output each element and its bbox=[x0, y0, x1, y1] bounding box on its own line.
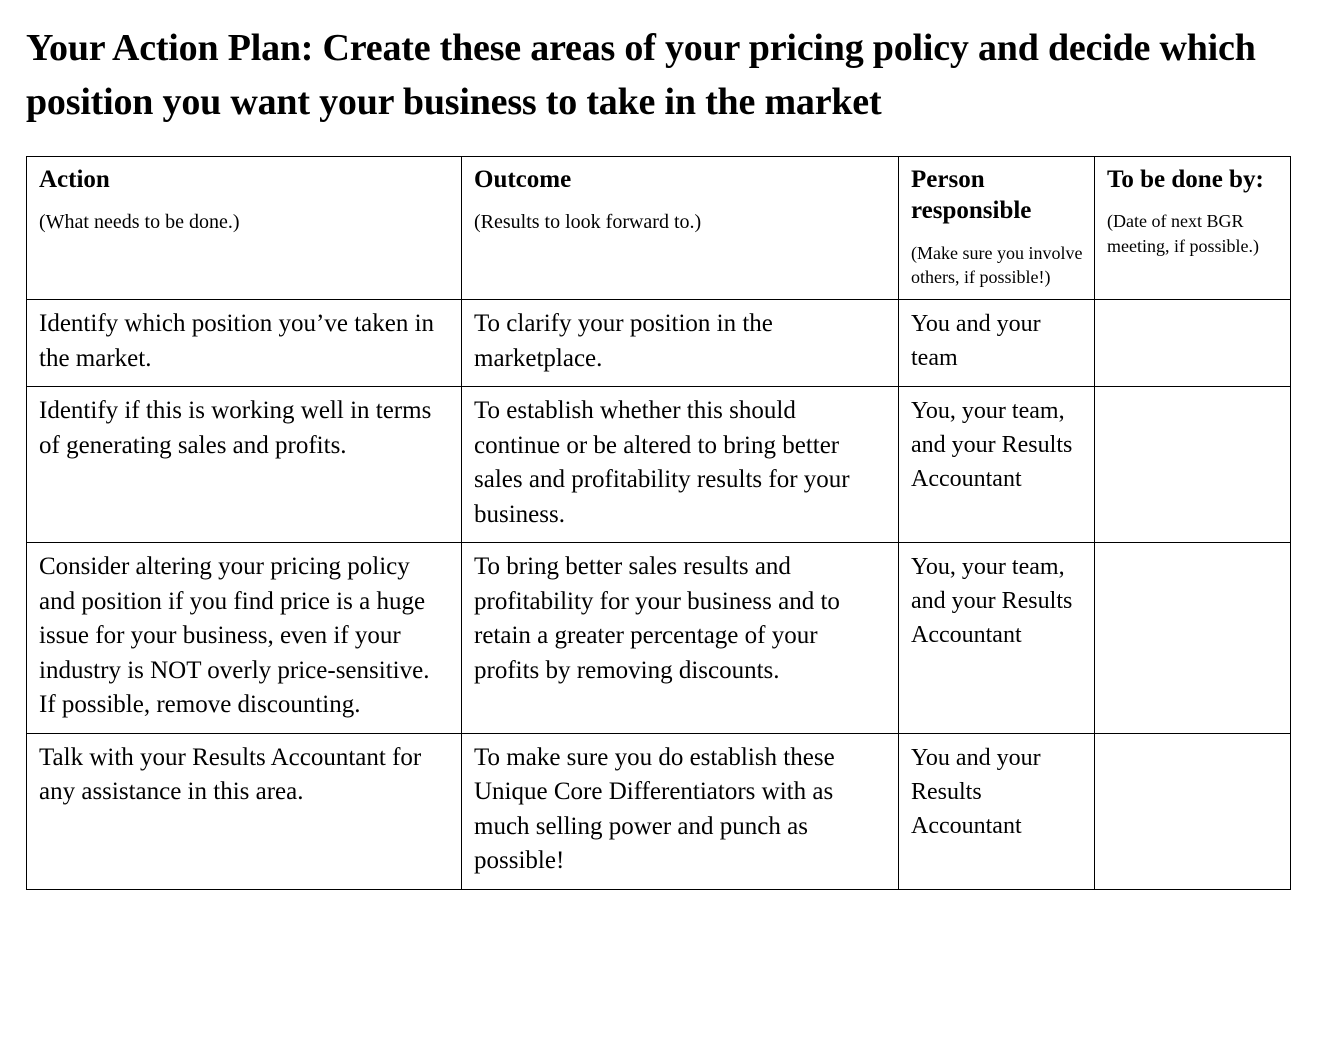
cell-date-text bbox=[1107, 550, 1280, 560]
cell-person-text: You, your team, and your Results Accountant bbox=[911, 398, 1073, 493]
cell-action bbox=[27, 300, 462, 387]
column-header-person-subtitle: (Make sure you involve others, if possible!) bbox=[911, 242, 1083, 288]
action-plan-table bbox=[26, 156, 1291, 890]
cell-date[interactable] bbox=[1095, 733, 1291, 889]
cell-action bbox=[27, 387, 462, 543]
column-header-outcome-title: Outcome bbox=[474, 165, 572, 193]
column-header-outcome bbox=[462, 156, 899, 299]
cell-person bbox=[899, 387, 1095, 543]
page-title: Your Action Plan: Create these areas of your pricing policy and decide which position you want your business to take in the market bbox=[26, 27, 1256, 123]
cell-person-text: You and your Results Accountant bbox=[911, 744, 1041, 839]
column-header-date bbox=[1095, 156, 1291, 299]
table-row bbox=[27, 543, 1291, 734]
cell-person bbox=[899, 543, 1095, 734]
table-row bbox=[27, 733, 1291, 889]
column-header-outcome-subtitle: (Results to look forward to.) bbox=[474, 211, 702, 234]
cell-date[interactable] bbox=[1095, 387, 1291, 543]
cell-outcome bbox=[462, 733, 899, 889]
column-header-action-subtitle: (What needs to be done.) bbox=[39, 211, 240, 234]
column-header-action-title: Action bbox=[39, 165, 110, 193]
cell-action-text: Talk with your Results Accountant for any assistance in this area. bbox=[39, 743, 422, 806]
table-row bbox=[27, 300, 1291, 387]
table-row bbox=[27, 387, 1291, 543]
cell-action bbox=[27, 733, 462, 889]
column-header-person bbox=[899, 156, 1095, 299]
cell-outcome-text: To clarify your position in the marketplace. bbox=[474, 310, 773, 372]
cell-date[interactable] bbox=[1095, 300, 1291, 387]
cell-date-text bbox=[1107, 394, 1280, 404]
table-header-row bbox=[27, 156, 1291, 299]
cell-person bbox=[899, 300, 1095, 387]
column-header-date-title: To be done by: bbox=[1107, 165, 1264, 193]
cell-outcome-text: To bring better sales results and profitability for your business and to retain a greater percentage of your profits by removing discounts. bbox=[474, 553, 840, 684]
column-header-date-subtitle: (Date of next BGR meeting, if possible.) bbox=[1107, 211, 1259, 256]
cell-action-text: Identify which position you’ve taken in the market. bbox=[39, 310, 435, 372]
cell-outcome-text: To make sure you do establish these Unique Core Differentiators with as much selling power and punch as possible! bbox=[474, 743, 835, 875]
cell-date[interactable] bbox=[1095, 543, 1291, 734]
cell-date-text bbox=[1107, 741, 1280, 751]
cell-outcome bbox=[462, 300, 899, 387]
cell-action-text: Consider altering your pricing policy and position if you find price is a huge issue for your business, even if your industry is NOT overly price-sensitive. If possible, remove discounting. bbox=[39, 553, 430, 719]
column-header-person-title: Person responsible bbox=[911, 165, 1032, 225]
cell-person-text: You, your team, and your Results Accountant bbox=[911, 554, 1073, 649]
cell-outcome bbox=[462, 387, 899, 543]
cell-person bbox=[899, 733, 1095, 889]
cell-action bbox=[27, 543, 462, 734]
cell-person-text: You and your team bbox=[911, 311, 1041, 372]
column-header-action bbox=[27, 156, 462, 299]
cell-date-text bbox=[1107, 307, 1280, 317]
cell-outcome-text: To establish whether this should continue or be altered to bring better sales and profitability results for your business. bbox=[474, 397, 850, 528]
cell-action-text: Identify if this is working well in terms of generating sales and profits. bbox=[39, 397, 432, 459]
cell-outcome bbox=[462, 543, 899, 734]
